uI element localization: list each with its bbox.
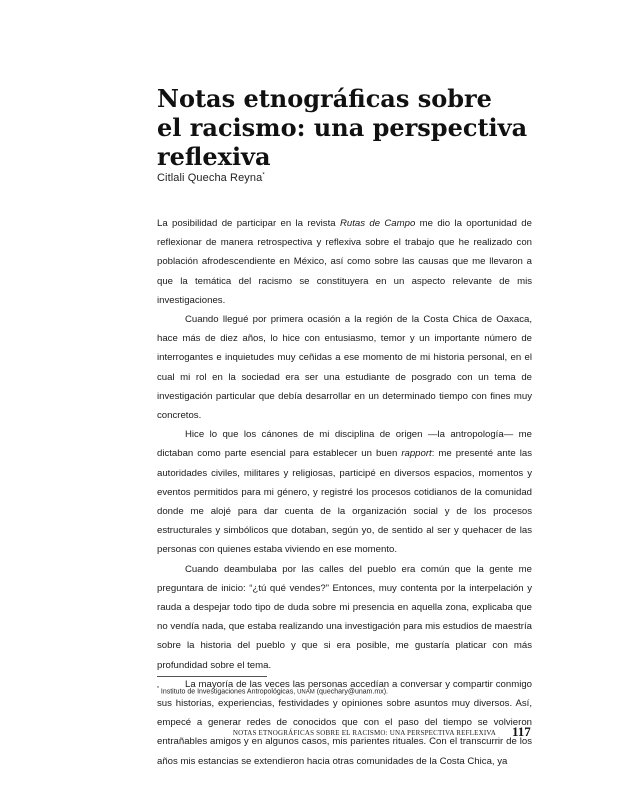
body-paragraph: La mayoría de las veces las personas accedían a conversar y compartir conmigo sus historias, experiencias, festividades y opiniones sobre asuntos muy diversos. Así, empecé a generar redes de conocidos que con el paso del tiempo se volvieron entrañables amigos y en algunos casos, mis parientes rituales. Con el transcurrir de los años mis estancias se extendieron hacia otras comunidades de la Costa Chica, ya bbox=[157, 678, 532, 767]
running-head: NOTAS ETNOGRÁFICAS SOBRE EL RACISMO: UNA PERSPECTIVA REFLEXIVA bbox=[232, 729, 496, 737]
journal-name: Rutas de Campo bbox=[339, 218, 416, 229]
title-line: el racismo: una perspectiva bbox=[157, 113, 528, 142]
body-paragraph: Cuando llegué por primera ocasión a la región de la Costa Chica de Oaxaca, hace más de diez años, lo hice con entusiasmo, temor y un importante número de interrogantes e inquietudes muy ceñidas a ese momento de mi historia personal, en el cual mi rol en la sociedad era ser una estudiante de posgrado con un tema de investigación particular que debía desarrollar en un determinado tiempo con fines muy concretos. bbox=[157, 314, 532, 422]
page-number: 117 bbox=[512, 724, 531, 739]
institution-abbr: UNAM bbox=[297, 689, 315, 696]
title-line: Notas etnográficas sobre bbox=[157, 84, 492, 113]
body-paragraph: Hice lo que los cánones de mi disciplina de origen —la antropología— me dictaban como parte esencial para establecer un buen rapport: me presenté ante las autoridades civiles, militares y religiosas, participé en diversos espacios, momentos y eventos permitidos para mi género, y registré los procesos cotidianos de la comunidad donde me alojé para dar cuenta de la organización social y de los procesos estructurales y simbólicos que dotaban, según yo, de sentido al ser y quehacer de las personas con quienes estaba viviendo en ese momento. bbox=[157, 429, 532, 556]
title-line: reflexiva bbox=[157, 142, 271, 171]
article-title bbox=[157, 84, 557, 171]
emphasis-term: rapport bbox=[401, 448, 432, 460]
footnote-mark: * bbox=[157, 686, 159, 692]
author-line bbox=[157, 172, 265, 184]
author-name: Citlali Quecha Reyna bbox=[157, 172, 263, 184]
body-paragraph: Cuando deambulaba por las calles del pueblo era común que la gente me preguntara de inicio: “¿tú qué vendes?” Entonces, muy contenta por la interpelación y rauda a despejar todo tipo de duda sobre mi presencia en aquella zona, explicaba que no vendía nada, que estaba realizando una investigación para mis estudios de maestría sobre la historia del pueblo y que si era posible, me gustaría platicar con más profundidad sobre el tema. bbox=[157, 563, 532, 671]
author-footnote-mark: * bbox=[262, 172, 265, 179]
footnote-divider bbox=[157, 676, 267, 677]
footnote: * Instituto de Investigaciones Antropológicas, UNAM (quechary@unam.mx). bbox=[157, 686, 389, 696]
body-paragraph: La posibilidad de participar en la revista Rutas de Campo me dio la oportunidad de reflexionar de manera retrospectiva y reflexiva sobre el trabajo que he realizado con población afrodescendiente en México, así como sobre las causas que me llevaron a que la temática del racismo se constituyera en un aspecto relevante de mis investigaciones. bbox=[157, 218, 532, 306]
